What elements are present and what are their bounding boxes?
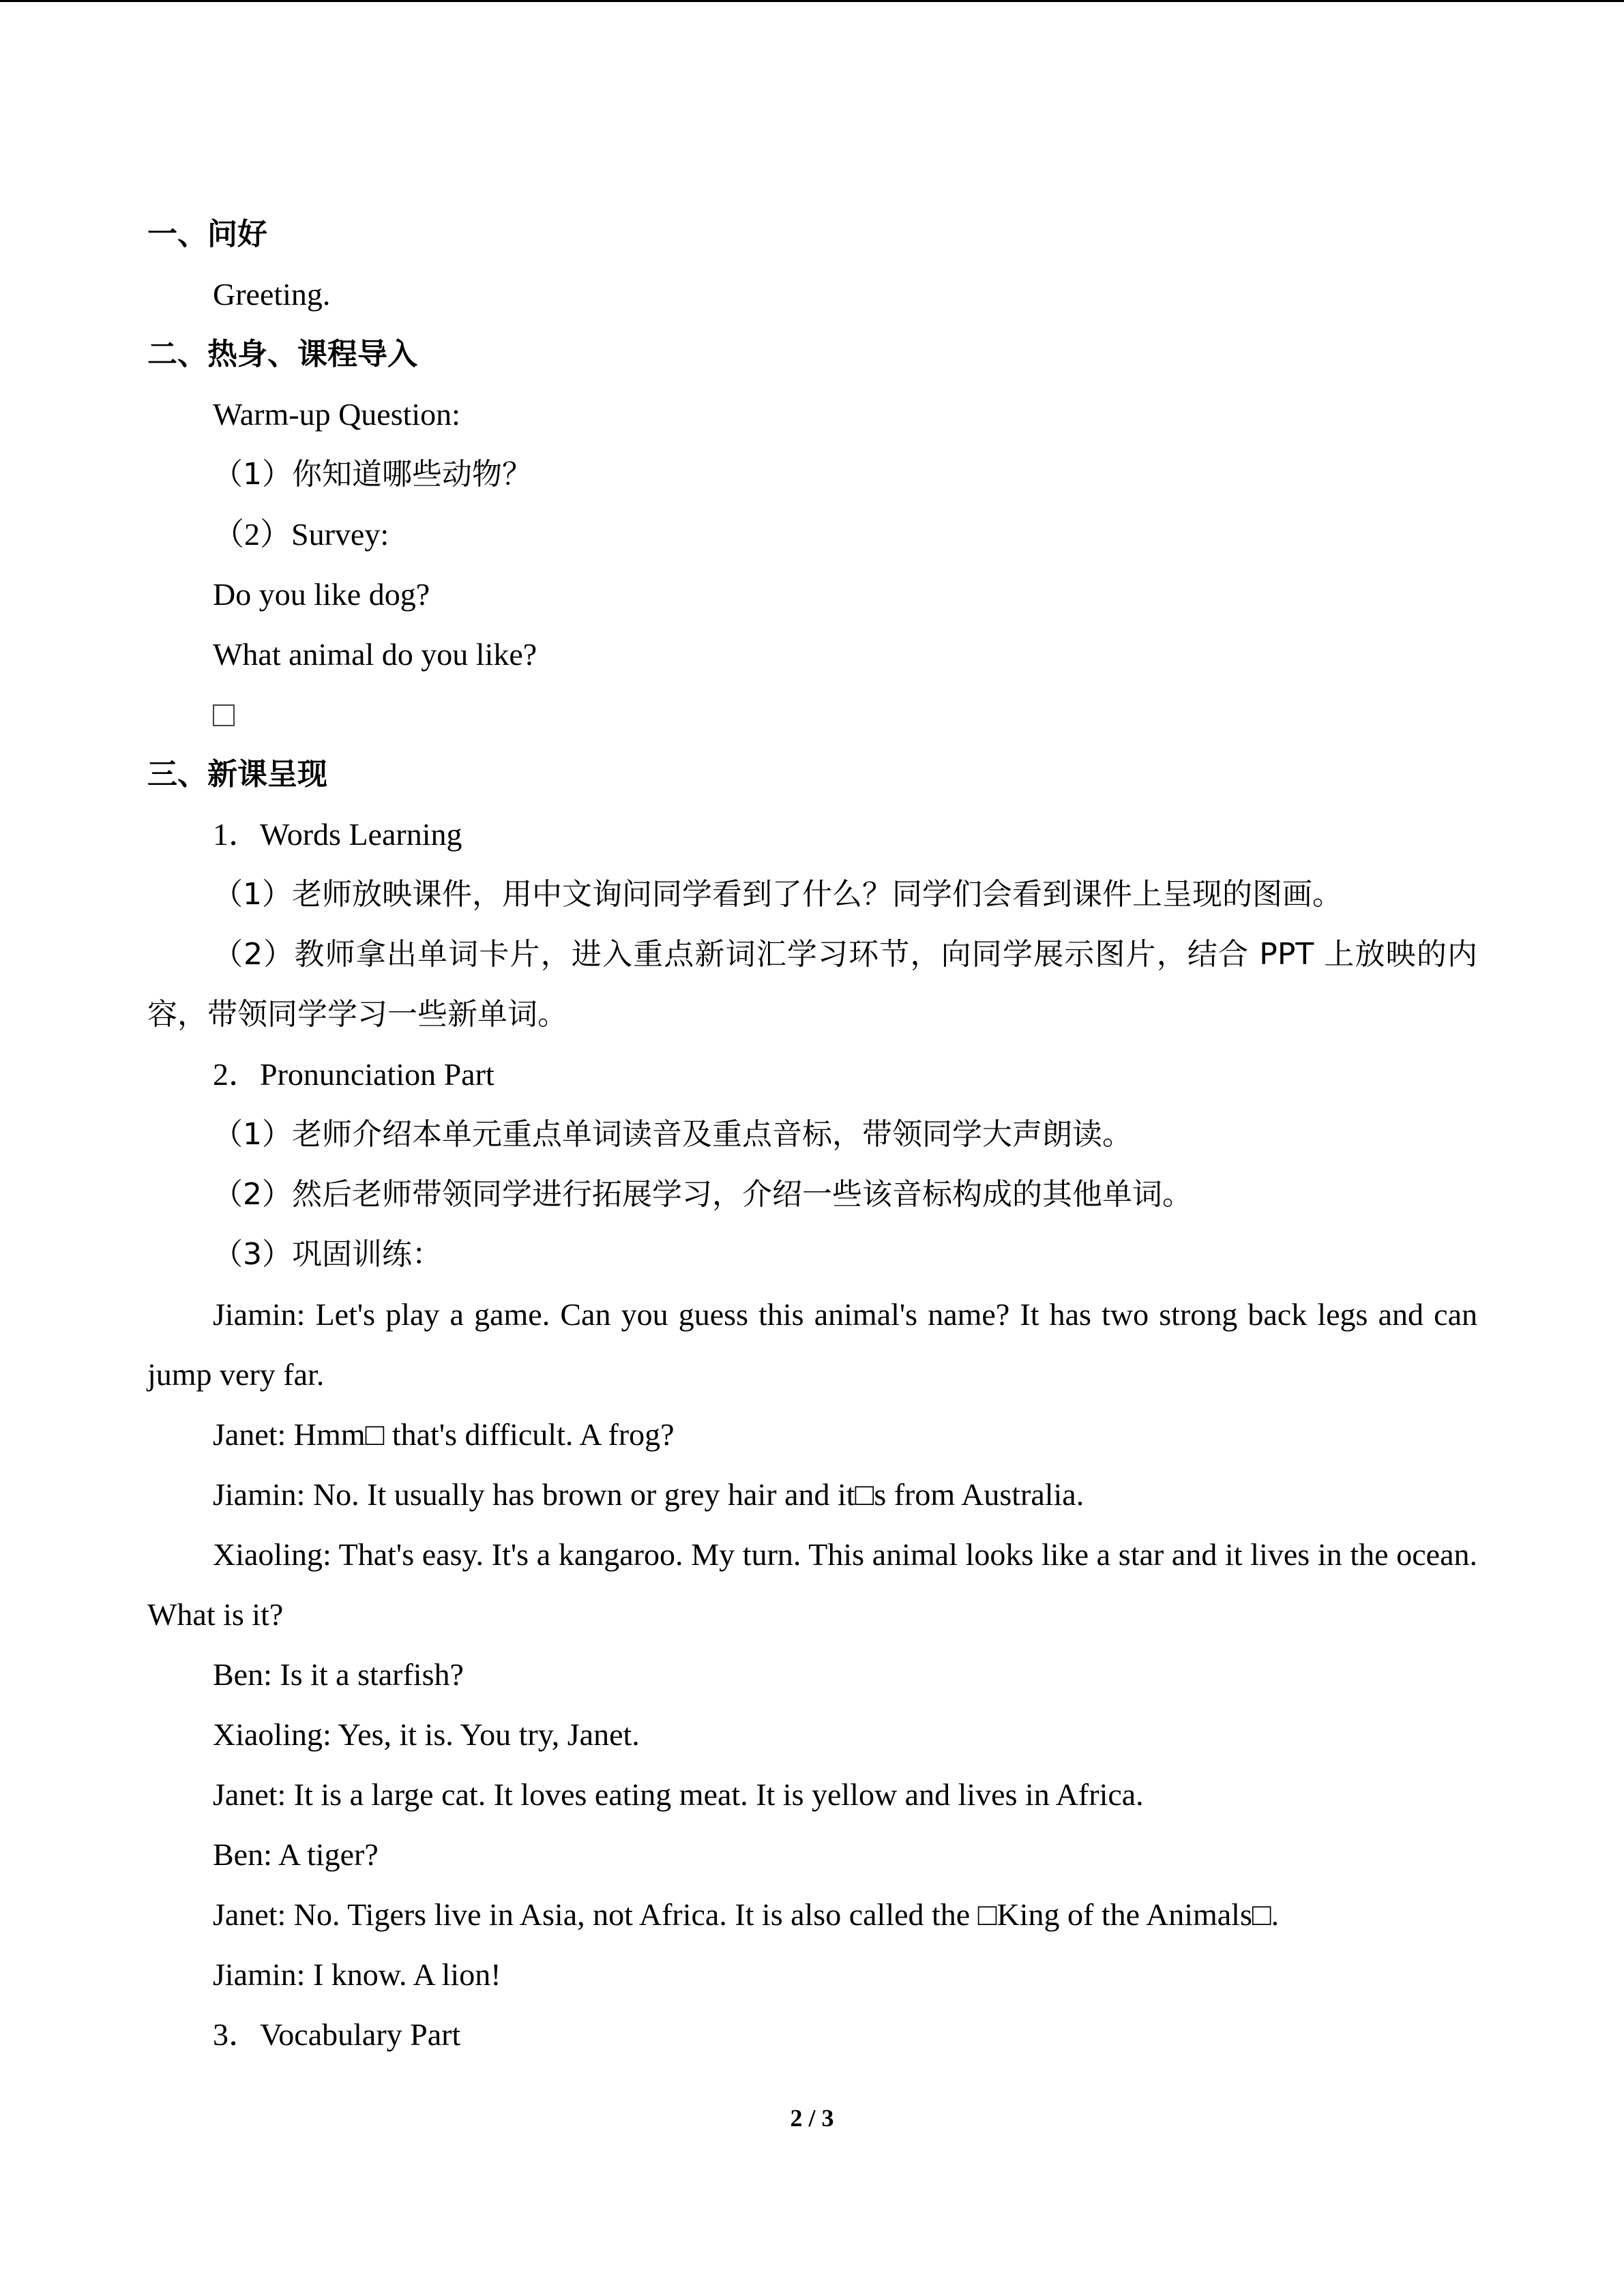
dialogue-line: Janet: Hmm□ that's difficult. A frog? (213, 1417, 675, 1452)
dialogue-line: Janet: No. Tigers live in Asia, not Africa. It is also called the □King of the Animals□. (213, 1897, 1280, 1932)
warmup-question-2: （2）Survey: (213, 517, 389, 552)
pronunciation-step-2: （2）然后老师带领同学进行拓展学习，介绍一些该音标构成的其他单词。 (213, 1177, 1192, 1212)
pronunciation-step-3: （3）巩固训练： (213, 1237, 442, 1272)
dialogue-line: Ben: Is it a starfish? (213, 1657, 464, 1692)
dialogue-line: Janet: It is a large cat. It loves eating meat. It is yellow and lives in Africa. (213, 1777, 1144, 1812)
section-heading-warmup: 二、热身、课程导入 (147, 337, 417, 372)
words-learning-step-2: （2）教师拿出单词卡片，进入重点新词汇学习环节，向同学展示图片，结合 PPT 上放映的内容，带领同学学习一些新单词。 (147, 937, 1477, 1032)
pronunciation-step-1: （1）老师介绍本单元重点单词读音及重点音标，带领同学大声朗读。 (213, 1117, 1132, 1152)
greeting-text: Greeting. (213, 277, 331, 312)
dialogue-line: Jiamin: I know. A lion! (213, 1957, 501, 1992)
document-body (147, 205, 1477, 2065)
survey-line-2: What animal do you like? (213, 637, 537, 672)
survey-line-1: Do you like dog? (213, 577, 430, 612)
empty-box-icon (213, 704, 235, 726)
dialogue-line: Xiaoling: That's easy. It's a kangaroo. My turn. This animal looks like a star and it lives in the ocean. What is it? (147, 1537, 1477, 1632)
top-border-rule (0, 0, 1624, 2)
dialogue-line: Xiaoling: Yes, it is. You try, Janet. (213, 1717, 640, 1752)
dialogue-line: Jiamin: No. It usually has brown or grey hair and it□s from Australia. (213, 1477, 1084, 1512)
section-heading-greeting: 一、问好 (147, 217, 267, 252)
words-learning-step-1: （1）老师放映课件，用中文询问同学看到了什么？同学们会看到课件上呈现的图画。 (213, 877, 1342, 912)
page-number: 2 / 3 (790, 2104, 834, 2132)
placeholder-box (147, 685, 1477, 745)
dialogue-line: Jiamin: Let's play a game. Can you guess this animal's name? It has two strong back legs and can jump very far. (147, 1297, 1477, 1392)
pronunciation-title: 2．Pronunciation Part (213, 1057, 494, 1092)
words-learning-title: 1．Words Learning (213, 817, 462, 852)
warmup-question-1: （1）你知道哪些动物？ (213, 457, 532, 492)
vocabulary-title: 3．Vocabulary Part (213, 2017, 461, 2052)
dialogue-line: Ben: A tiger? (213, 1837, 379, 1872)
warmup-question-label: Warm-up Question: (213, 397, 460, 432)
section-heading-new-lesson: 三、新课呈现 (147, 757, 327, 792)
